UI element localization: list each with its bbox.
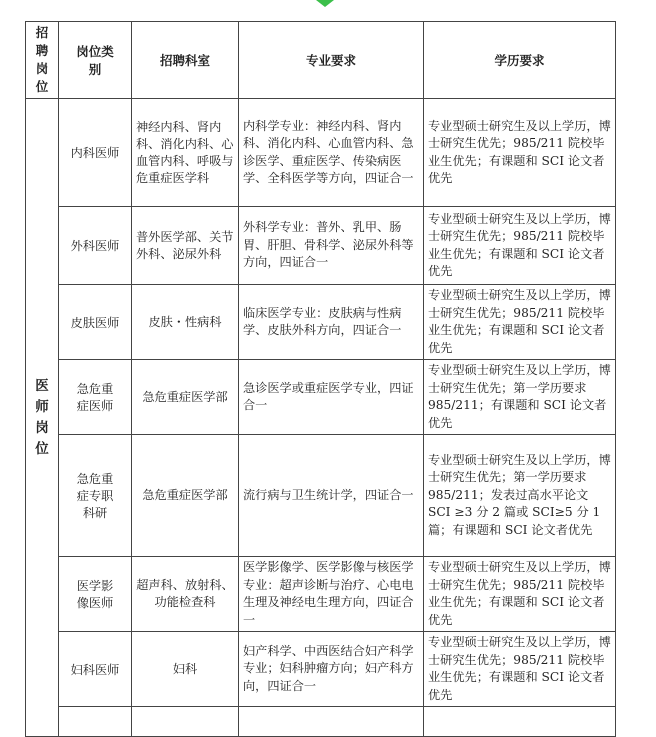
post-type-cell <box>59 707 132 737</box>
post-type-cell: 妇科医师 <box>59 632 132 707</box>
header-department: 招聘科室 <box>132 22 239 99</box>
post-type-cell: 皮肤医师 <box>59 285 132 360</box>
major-cell: 外科学专业：普外、乳甲、肠胃、肝胆、骨科学、泌尿外科等方向，四证合一 <box>239 207 424 285</box>
department-cell <box>132 707 239 737</box>
table-row <box>26 435 616 557</box>
education-cell: 专业型硕士研究生及以上学历，博士研究生优先；第一学历要求 985/211；有课题和 SCI 论文者优先 <box>424 360 616 435</box>
education-cell: 专业型硕士研究生及以上学历，博士研究生优先；第一学历要求 985/211；发表过高水平论文 SCI ≥3 分 2 篇或 SCI≥5 分 1 篇；有课题和 SCI 论文者优先 <box>424 435 616 557</box>
header-post-type: 岗位类别 <box>59 22 132 99</box>
table-row <box>26 557 616 632</box>
post-type-cell: 内科医师 <box>59 99 132 207</box>
education-cell <box>424 707 616 737</box>
header-major: 专业要求 <box>239 22 424 99</box>
post-type-cell: 急危重症专职科研 <box>59 435 132 557</box>
header-recruit-post: 招聘岗位 <box>26 22 59 99</box>
table-row <box>26 207 616 285</box>
major-cell: 流行病与卫生统计学，四证合一 <box>239 435 424 557</box>
department-cell: 神经内科、肾内科、消化内科、心血管内科、呼吸与危重症医学科 <box>132 99 239 207</box>
post-type-cell: 医学影像医师 <box>59 557 132 632</box>
major-cell: 医学影像学、医学影像与核医学专业：超声诊断与治疗、心电电生理及神经电生理方向，四证合一 <box>239 557 424 632</box>
education-cell: 专业型硕士研究生及以上学历，博士研究生优先；985/211 院校毕业生优先；有课题和 SCI 论文者优先 <box>424 557 616 632</box>
department-cell: 普外医学部、关节外科、泌尿外科 <box>132 207 239 285</box>
major-cell: 急诊医学或重症医学专业，四证合一 <box>239 360 424 435</box>
department-cell: 急危重症医学部 <box>132 435 239 557</box>
table-row <box>26 632 616 707</box>
table-row <box>26 360 616 435</box>
department-cell: 超声科、放射科、功能检查科 <box>132 557 239 632</box>
group-label: 医师岗位 <box>26 99 59 737</box>
table-header-row <box>26 22 616 99</box>
education-cell: 专业型硕士研究生及以上学历，博士研究生优先；985/211 院校毕业生优先；有课题和 SCI 论文者优先 <box>424 99 616 207</box>
education-cell: 专业型硕士研究生及以上学历，博士研究生优先；985/211 院校毕业生优先；有课题和 SCI 论文者优先 <box>424 207 616 285</box>
department-cell: 妇科 <box>132 632 239 707</box>
top-green-marker <box>316 0 334 7</box>
major-cell: 内科学专业：神经内科、肾内科、消化内科、心血管内科、急诊医学、重症医学、传染病医学、全科医学等方向，四证合一 <box>239 99 424 207</box>
table-row-partial <box>26 707 616 737</box>
post-type-cell: 外科医师 <box>59 207 132 285</box>
department-cell: 急危重症医学部 <box>132 360 239 435</box>
major-cell: 临床医学专业：皮肤病与性病学、皮肤外科方向，四证合一 <box>239 285 424 360</box>
table-row <box>26 285 616 360</box>
header-education: 学历要求 <box>424 22 616 99</box>
education-cell: 专业型硕士研究生及以上学历，博士研究生优先；985/211 院校毕业生优先；有课题和 SCI 论文者优先 <box>424 632 616 707</box>
table-row <box>26 99 616 207</box>
major-cell <box>239 707 424 737</box>
post-type-cell: 急危重症医师 <box>59 360 132 435</box>
recruitment-table <box>25 21 616 737</box>
major-cell: 妇产科学、中西医结合妇产科学专业；妇科肿瘤方向；妇产科方向，四证合一 <box>239 632 424 707</box>
education-cell: 专业型硕士研究生及以上学历，博士研究生优先；985/211 院校毕业生优先；有课题和 SCI 论文者优先 <box>424 285 616 360</box>
department-cell: 皮肤・性病科 <box>132 285 239 360</box>
